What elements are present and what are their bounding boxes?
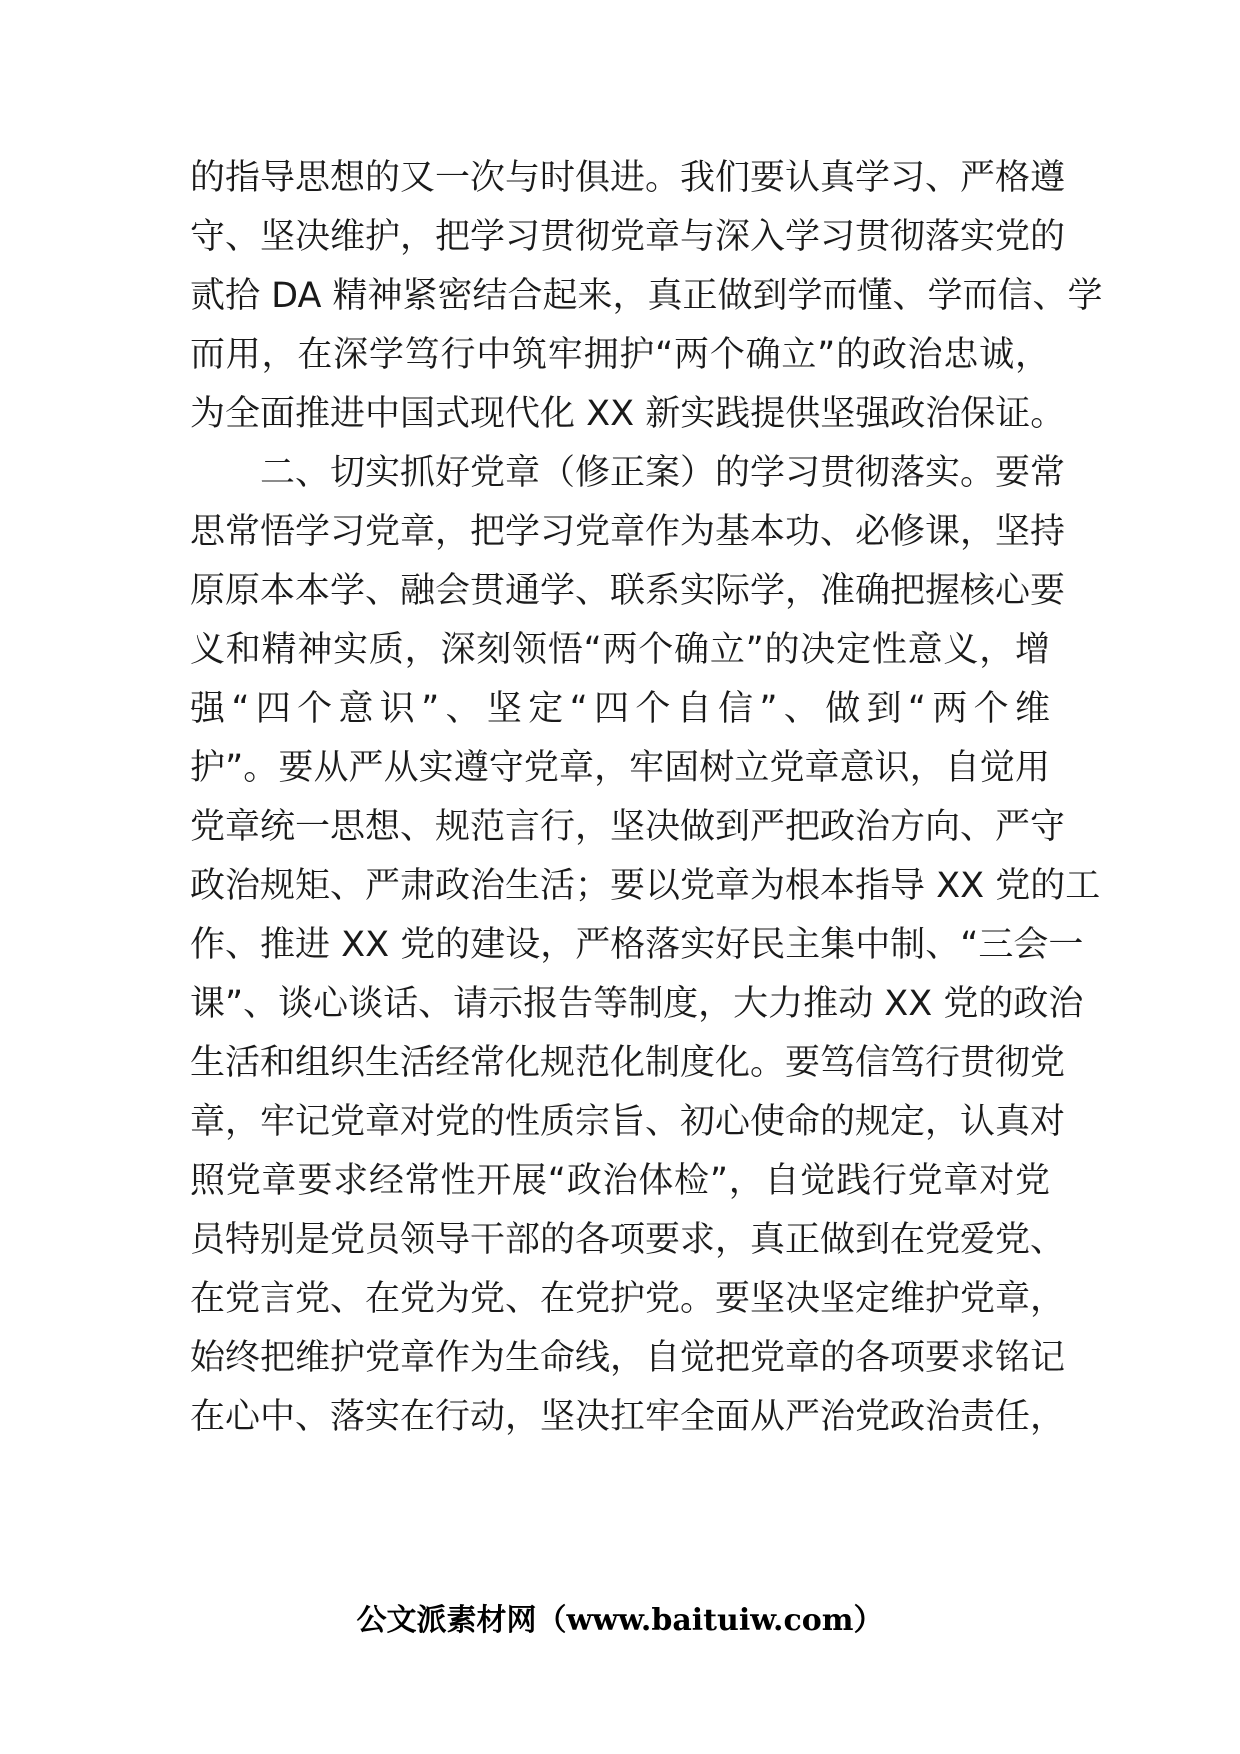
body-text-line: 而用，在深学笃行中筑牢拥护“两个确立”的政治忠诚， (190, 335, 1050, 375)
body-text-line: 的指导思想的又一次与时俱进。我们要认真学习、严格遵 (190, 158, 1066, 198)
body-text-line: 原原本本学、融会贯通学、联系实际学，准确把握核心要 (190, 571, 1066, 611)
body-text-line: 始终把维护党章作为生命线，自觉把党章的各项要求铭记 (190, 1338, 1066, 1378)
body-text-line: 义和精神实质，深刻领悟“两个确立”的决定性意义，增 (190, 630, 1050, 670)
footer-source-text: 公文派素材网（www.baituiw.com） (356, 1603, 884, 1638)
body-text-line: 照党章要求经常性开展“政治体检”，自觉践行党章对党 (190, 1161, 1050, 1201)
body-text-line: 政治规矩、严肃政治生活；要以党章为根本指导 XX 党的工 (190, 866, 1101, 906)
body-text-line: 贰拾 DA 精神紧密结合起来，真正做到学而懂、学而信、学 (190, 276, 1103, 316)
body-text-line: 守、坚决维护，把学习贯彻党章与深入学习贯彻落实党的 (190, 217, 1066, 257)
body-text-line: 党章统一思想、规范言行，坚决做到严把政治方向、严守 (190, 807, 1066, 847)
body-text-line: 护”。要从严从实遵守党章，牢固树立党章意识，自觉用 (190, 748, 1050, 788)
body-text-line: 强“四个意识”、坚定“四个自信”、做到“两个维 (190, 689, 1050, 729)
body-text-line: 在党言党、在党为党、在党护党。要坚决坚定维护党章， (190, 1279, 1066, 1319)
body-text-line: 生活和组织生活经常化规范化制度化。要笃信笃行贯彻党 (190, 1043, 1066, 1083)
body-text-line: 员特别是党员领导干部的各项要求，真正做到在党爱党、 (190, 1220, 1066, 1260)
paragraph-heading-line: 二、切实抓好党章（修正案）的学习贯彻落实。要常 (190, 453, 1066, 493)
body-text-line: 作、推进 XX 党的建设，严格落实好民主集中制、“三会一 (190, 925, 1084, 965)
body-text-line: 思常悟学习党章，把学习党章作为基本功、必修课，坚持 (190, 512, 1066, 552)
body-text-line: 为全面推进中国式现代化 XX 新实践提供坚强政治保证。 (190, 394, 1066, 434)
body-text-line: 章，牢记党章对党的性质宗旨、初心使命的规定，认真对 (190, 1102, 1066, 1142)
body-text-line: 在心中、落实在行动，坚决扛牢全面从严治党政治责任， (190, 1397, 1066, 1437)
body-text-line: 课”、谈心谈话、请示报告等制度，大力推动 XX 党的政治 (190, 984, 1084, 1024)
